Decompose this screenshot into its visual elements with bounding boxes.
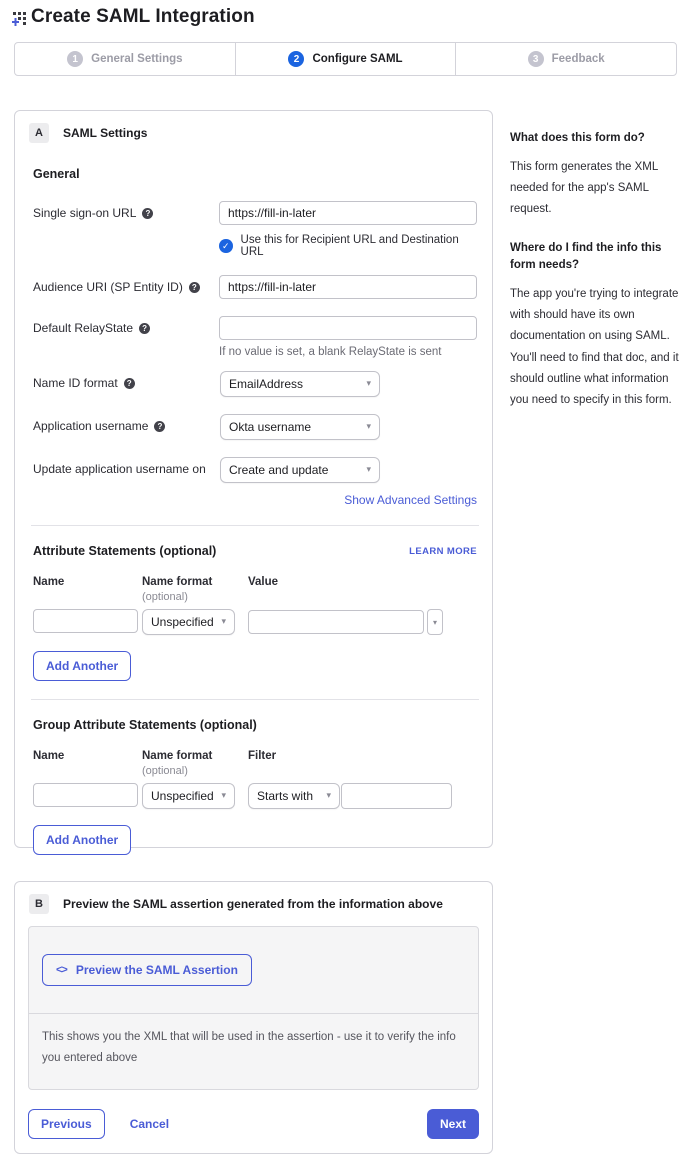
section-b-badge: B	[29, 894, 49, 914]
attribute-statements-header	[33, 544, 477, 558]
col-value: Value	[248, 576, 279, 588]
attribute-statements-columns	[33, 576, 477, 603]
caret-down-icon: ▾	[326, 790, 331, 801]
preview-box	[28, 926, 479, 1090]
preview-panel	[14, 881, 493, 1154]
step-2-circle: 2	[288, 51, 304, 67]
sso-checkbox-label: Use this for Recipient URL and Destination URL	[240, 234, 459, 258]
optional-note: (optional)	[142, 765, 188, 777]
attribute-statements-title: Attribute Statements (optional)	[33, 544, 217, 558]
caret-down-icon: ▾	[221, 616, 226, 627]
tab-general-settings[interactable]	[15, 43, 235, 75]
help-icon[interactable]: ?	[139, 323, 150, 334]
caret-down-icon: ▾	[366, 421, 371, 432]
app-username-label: Application username ?	[33, 414, 220, 440]
audience-uri-input[interactable]	[219, 275, 477, 299]
group-statements-header	[33, 718, 477, 732]
group-statements-title: Group Attribute Statements (optional)	[33, 718, 257, 732]
update-username-label: Update application username on	[33, 462, 206, 476]
caret-down-icon: ▾	[366, 464, 371, 475]
step-1-circle: 1	[67, 51, 83, 67]
relay-state-label: Default RelayState ?	[33, 316, 219, 358]
name-id-format-select[interactable]: EmailAddress ▾	[220, 371, 380, 397]
help-question-1: What does this form do?	[510, 132, 645, 144]
section-divider	[31, 699, 479, 700]
attr-name-input[interactable]	[33, 609, 138, 633]
saml-settings-header	[15, 111, 492, 153]
audience-uri-label: Audience URI (SP Entity ID) ?	[33, 275, 219, 299]
show-advanced-settings-link[interactable]: Show Advanced Settings	[344, 493, 477, 507]
preview-panel-title: Preview the SAML assertion generated from the information above	[63, 897, 443, 911]
sso-recipient-check-row	[219, 234, 477, 258]
caret-down-icon: ▾	[221, 790, 226, 801]
page-header	[12, 6, 255, 28]
tab-feedback[interactable]	[455, 43, 676, 75]
general-heading: General	[33, 167, 80, 181]
saml-settings-title: SAML Settings	[63, 126, 148, 140]
group-name-format-select[interactable]: Unspecified ▾	[142, 783, 235, 809]
attr-add-another-button[interactable]: Add Another	[33, 651, 131, 681]
section-divider	[31, 525, 479, 526]
attr-value-dropdown-button[interactable]: ▾	[427, 609, 443, 635]
next-button[interactable]: Next	[427, 1109, 479, 1139]
group-name-input[interactable]	[33, 783, 138, 807]
wizard-step-tabs	[14, 42, 677, 76]
help-answer-1: This form generates the XML needed for the app's SAML request.	[510, 160, 658, 216]
code-icon: <>	[56, 964, 67, 976]
col-name-format: Name format (optional)	[142, 576, 248, 603]
name-id-format-label: Name ID format ?	[33, 371, 220, 397]
help-icon[interactable]: ?	[142, 208, 153, 219]
attr-value-input[interactable]	[248, 610, 424, 634]
audience-uri-row	[33, 275, 477, 299]
app-username-row	[33, 414, 477, 440]
col-name: Name	[33, 576, 65, 588]
step-3-circle: 3	[528, 51, 544, 67]
checked-checkbox-icon[interactable]: ✓	[219, 239, 233, 253]
update-username-row	[33, 457, 477, 483]
help-question-2: Where do I find the info this form needs?	[510, 242, 662, 272]
help-icon[interactable]: ?	[154, 421, 165, 432]
attr-name-format-select[interactable]: Unspecified ▾	[142, 609, 235, 635]
preview-panel-header	[15, 882, 492, 924]
help-answer-2: The app you're trying to integrate with should have its own documentation on using SAML. You'll need to find that doc, and it should outline what information you need to specify in this form.	[510, 287, 679, 407]
step-3-label: Feedback	[551, 53, 605, 65]
col-name: Name	[33, 750, 65, 762]
learn-more-link[interactable]: LEARN MORE	[409, 545, 477, 557]
col-name-format: Name format (optional)	[142, 750, 248, 777]
step-1-label: General Settings	[91, 53, 183, 65]
section-a-badge: A	[29, 123, 49, 143]
sso-url-label: Single sign-on URL ?	[33, 201, 219, 258]
name-id-format-row	[33, 371, 477, 397]
app-grid-plus-icon	[12, 10, 29, 27]
help-icon[interactable]: ?	[124, 378, 135, 389]
attribute-statement-row	[33, 609, 477, 635]
group-statements-columns	[33, 750, 477, 777]
tab-configure-saml[interactable]	[235, 43, 456, 75]
col-filter: Filter	[248, 750, 277, 762]
relay-state-row	[33, 316, 477, 358]
app-username-select[interactable]: Okta username ▾	[220, 414, 380, 440]
relay-state-input[interactable]	[219, 316, 477, 340]
group-statement-row	[33, 783, 477, 809]
optional-note: (optional)	[142, 591, 188, 603]
previous-button[interactable]: Previous	[28, 1109, 105, 1139]
sso-url-input[interactable]	[219, 201, 477, 225]
cancel-link[interactable]: Cancel	[129, 1116, 170, 1131]
page-title: Create SAML Integration	[31, 6, 255, 27]
sso-url-row	[33, 201, 477, 258]
relay-state-hint: If no value is set, a blank RelayState is sent	[219, 346, 442, 358]
group-add-another-button[interactable]: Add Another	[33, 825, 131, 855]
update-username-select[interactable]: Create and update ▾	[220, 457, 380, 483]
help-icon[interactable]: ?	[189, 282, 200, 293]
wizard-footer	[15, 1090, 492, 1153]
preview-saml-assertion-button[interactable]: <> Preview the SAML Assertion	[42, 954, 252, 986]
step-2-label: Configure SAML	[312, 53, 403, 65]
saml-settings-panel	[14, 110, 493, 848]
caret-down-icon: ▾	[366, 378, 371, 389]
help-sidebar	[510, 130, 686, 431]
group-filter-value-input[interactable]	[341, 783, 452, 809]
preview-note: This shows you the XML that will be used in the assertion - use it to verify the info you entered above	[42, 1031, 456, 1065]
group-filter-type-select[interactable]: Starts with ▾	[248, 783, 340, 809]
